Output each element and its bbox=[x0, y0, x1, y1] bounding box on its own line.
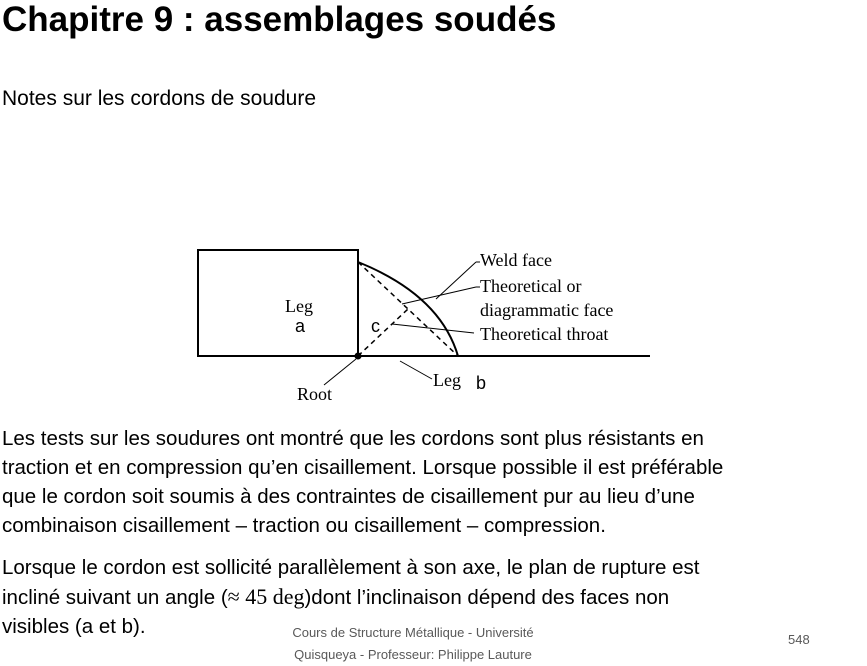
label-leg-vertical: Leg bbox=[285, 296, 313, 316]
slide-footer bbox=[258, 622, 568, 666]
page-title: Chapitre 9 : assemblages soudés bbox=[2, 0, 557, 39]
leader-weld-face bbox=[436, 262, 476, 299]
paragraph-line: traction et en compression qu’en cisaillement. Lorsque possible il est préférable bbox=[2, 456, 724, 479]
page-number: 548 bbox=[788, 632, 810, 647]
paragraph-line: que le cordon soit soumis à des contraintes de cisaillement pur au lieu d’une bbox=[2, 485, 695, 508]
leader-leg-horizontal bbox=[400, 361, 432, 379]
root-point bbox=[355, 353, 362, 360]
annotation-a: a bbox=[295, 316, 306, 336]
text-after-math: )dont l’inclinaison dépend des faces non bbox=[304, 586, 670, 609]
fillet-weld-diagram bbox=[190, 235, 660, 415]
vertical-plate bbox=[198, 250, 358, 356]
paragraph-line bbox=[2, 582, 866, 612]
paragraph-line: visibles (a et b). bbox=[2, 615, 146, 638]
angle-math: ≈ 45 deg bbox=[227, 584, 305, 609]
paragraph-line: Lorsque le cordon est sollicité parallèlement à son axe, le plan de rupture est bbox=[2, 556, 700, 579]
label-theoretical-throat: Theoretical throat bbox=[480, 324, 609, 344]
annotation-c: c bbox=[371, 316, 380, 336]
label-root: Root bbox=[297, 384, 333, 404]
paragraph-weld-tests bbox=[2, 424, 866, 540]
annotation-b: b bbox=[476, 373, 487, 393]
footer-line-course: Cours de Structure Métallique - Université bbox=[292, 625, 534, 640]
theoretical-throat-line bbox=[358, 309, 408, 356]
label-diagrammatic-face: diagrammatic face bbox=[480, 300, 614, 320]
text-before-math: incliné suivant un angle ( bbox=[2, 586, 228, 609]
label-theoretical-or: Theoretical or bbox=[480, 276, 582, 296]
leader-theoretical-face bbox=[402, 287, 476, 304]
leader-root bbox=[324, 359, 356, 385]
page-subtitle: Notes sur les cordons de soudure bbox=[2, 87, 317, 110]
footer-line-professor: Quisqueya - Professeur: Philippe Lauture bbox=[294, 647, 532, 662]
label-weld-face: Weld face bbox=[480, 250, 552, 270]
label-leg-horizontal: Leg bbox=[433, 370, 461, 390]
paragraph-line: combinaison cisaillement – traction ou cisaillement – compression. bbox=[2, 514, 606, 537]
paragraph-line: Les tests sur les soudures ont montré que les cordons sont plus résistants en bbox=[2, 427, 704, 450]
